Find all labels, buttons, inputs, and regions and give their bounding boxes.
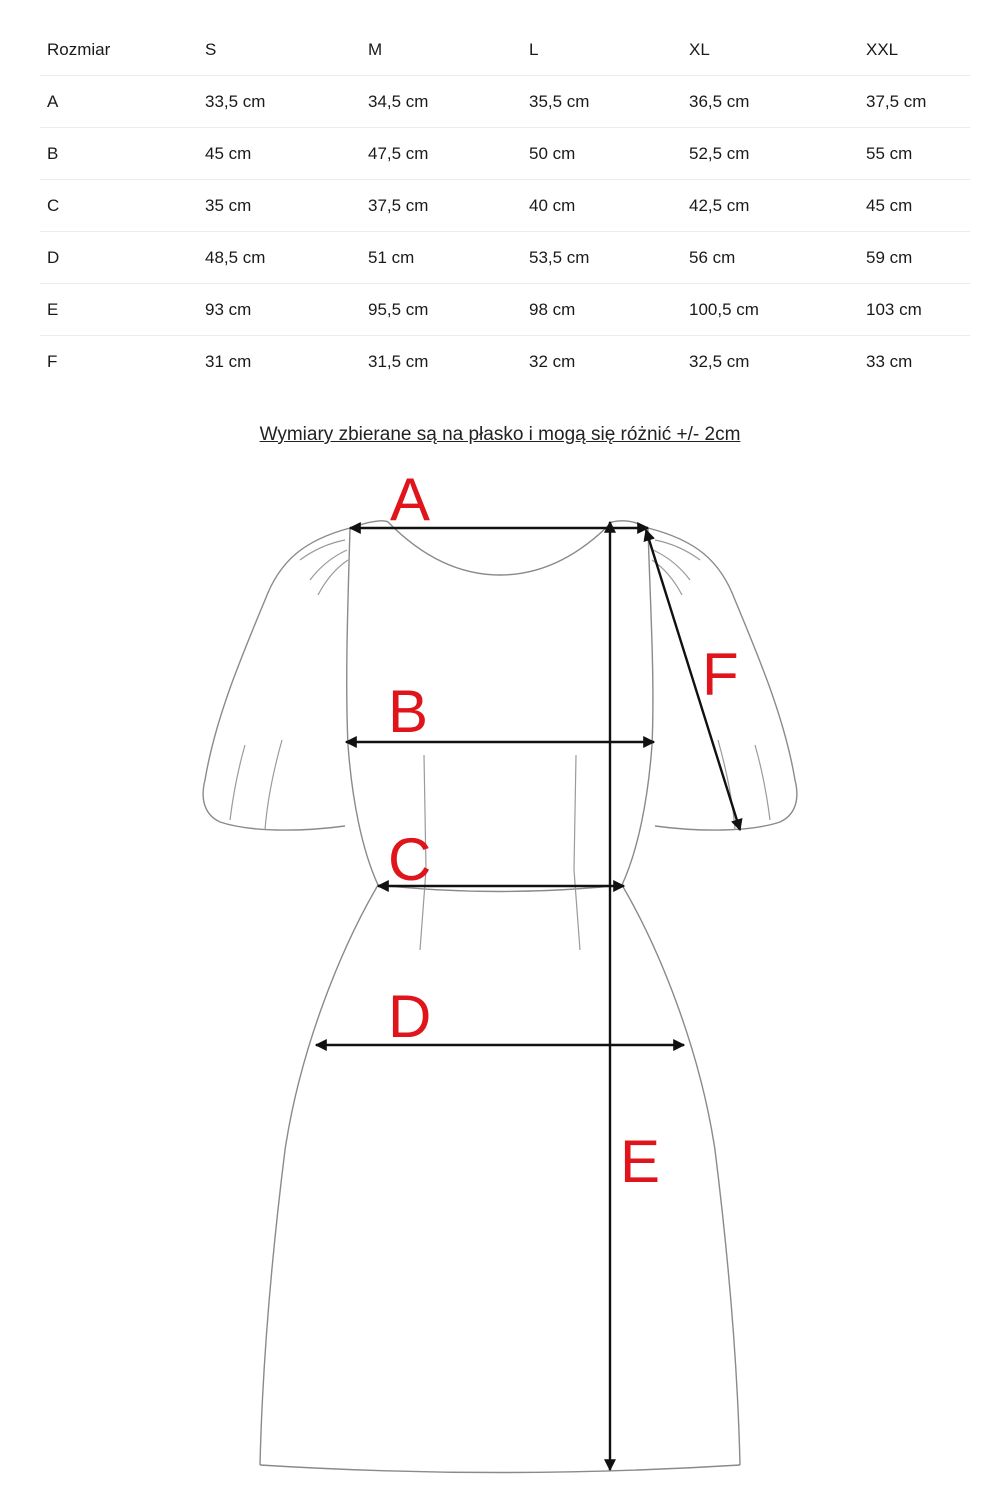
table-cell: 93 cm [198,284,361,336]
right-bodice-side [622,528,653,885]
table-row [40,284,970,336]
table-cell: 51 cm [361,232,522,284]
header-s: S [198,24,361,76]
table-header-row [40,24,970,76]
label-a: A [390,466,431,533]
row-label: D [40,232,198,284]
table-cell: 45 cm [198,128,361,180]
label-e: E [620,1128,661,1195]
table-cell: 32 cm [529,351,576,371]
header-xxl: XXL [859,24,970,76]
left-cuff-folds [230,740,282,830]
header-xl: XL [682,24,859,76]
measurement-arrows [316,522,740,1470]
table-cell: 33 cm [866,351,913,371]
table-cell: 103 cm [859,284,970,336]
table-cell: 55 cm [859,128,970,180]
table-cell: 36,5 cm [682,76,859,128]
table-cell: 45 cm [859,180,970,232]
table-cell: 33,5 cm [198,76,361,128]
row-label: B [40,128,198,180]
dress-measurement-diagram [0,455,1000,1495]
table-cell: 35,5 cm [522,76,682,128]
table-row [40,180,970,232]
table-cell: 37,5 cm [859,76,970,128]
table-row [40,76,970,128]
row-label: A [40,76,198,128]
table-row [40,232,970,284]
left-sleeve-gathers [300,540,348,595]
table-cell: 32,5 cm [689,351,750,371]
table-cell: 48,5 cm [198,232,361,284]
table-cell: 42,5 cm [682,180,859,232]
table-cell: 37,5 cm [361,180,522,232]
header-size: Rozmiar [40,24,198,76]
table-cell: 31,5 cm [368,351,429,371]
header-l: L [522,24,682,76]
table-cell: 50 cm [522,128,682,180]
row-label: E [40,284,198,336]
table-cell: 56 cm [682,232,859,284]
table-cell: 52,5 cm [682,128,859,180]
header-m: M [361,24,522,76]
right-sleeve-gathers [652,540,700,595]
table-cell: 100,5 cm [682,284,859,336]
label-c: C [388,826,432,893]
table-cell: 53,5 cm [522,232,682,284]
table-cell: 31 cm [205,351,252,371]
table-cell: 59 cm [859,232,970,284]
skirt-left-side [260,885,378,1465]
table-row [40,336,970,388]
table-cell: 34,5 cm [361,76,522,128]
table-row [40,128,970,180]
table-cell: 35 cm [198,180,361,232]
left-sleeve [203,528,350,830]
label-b: B [388,678,429,745]
right-dart [574,755,580,950]
row-label: F [47,351,58,371]
label-d: D [388,983,432,1050]
hem [260,1465,740,1473]
label-f: F [702,641,739,708]
table-cell: 40 cm [522,180,682,232]
table-cell: 95,5 cm [361,284,522,336]
row-label: C [40,180,198,232]
measurement-note: Wymiary zbierane są na płasko i mogą się różnić +/- 2cm [259,424,741,445]
table-cell: 47,5 cm [361,128,522,180]
left-bodice-side [347,528,378,885]
size-chart-table [40,24,970,387]
table-cell: 98 cm [522,284,682,336]
